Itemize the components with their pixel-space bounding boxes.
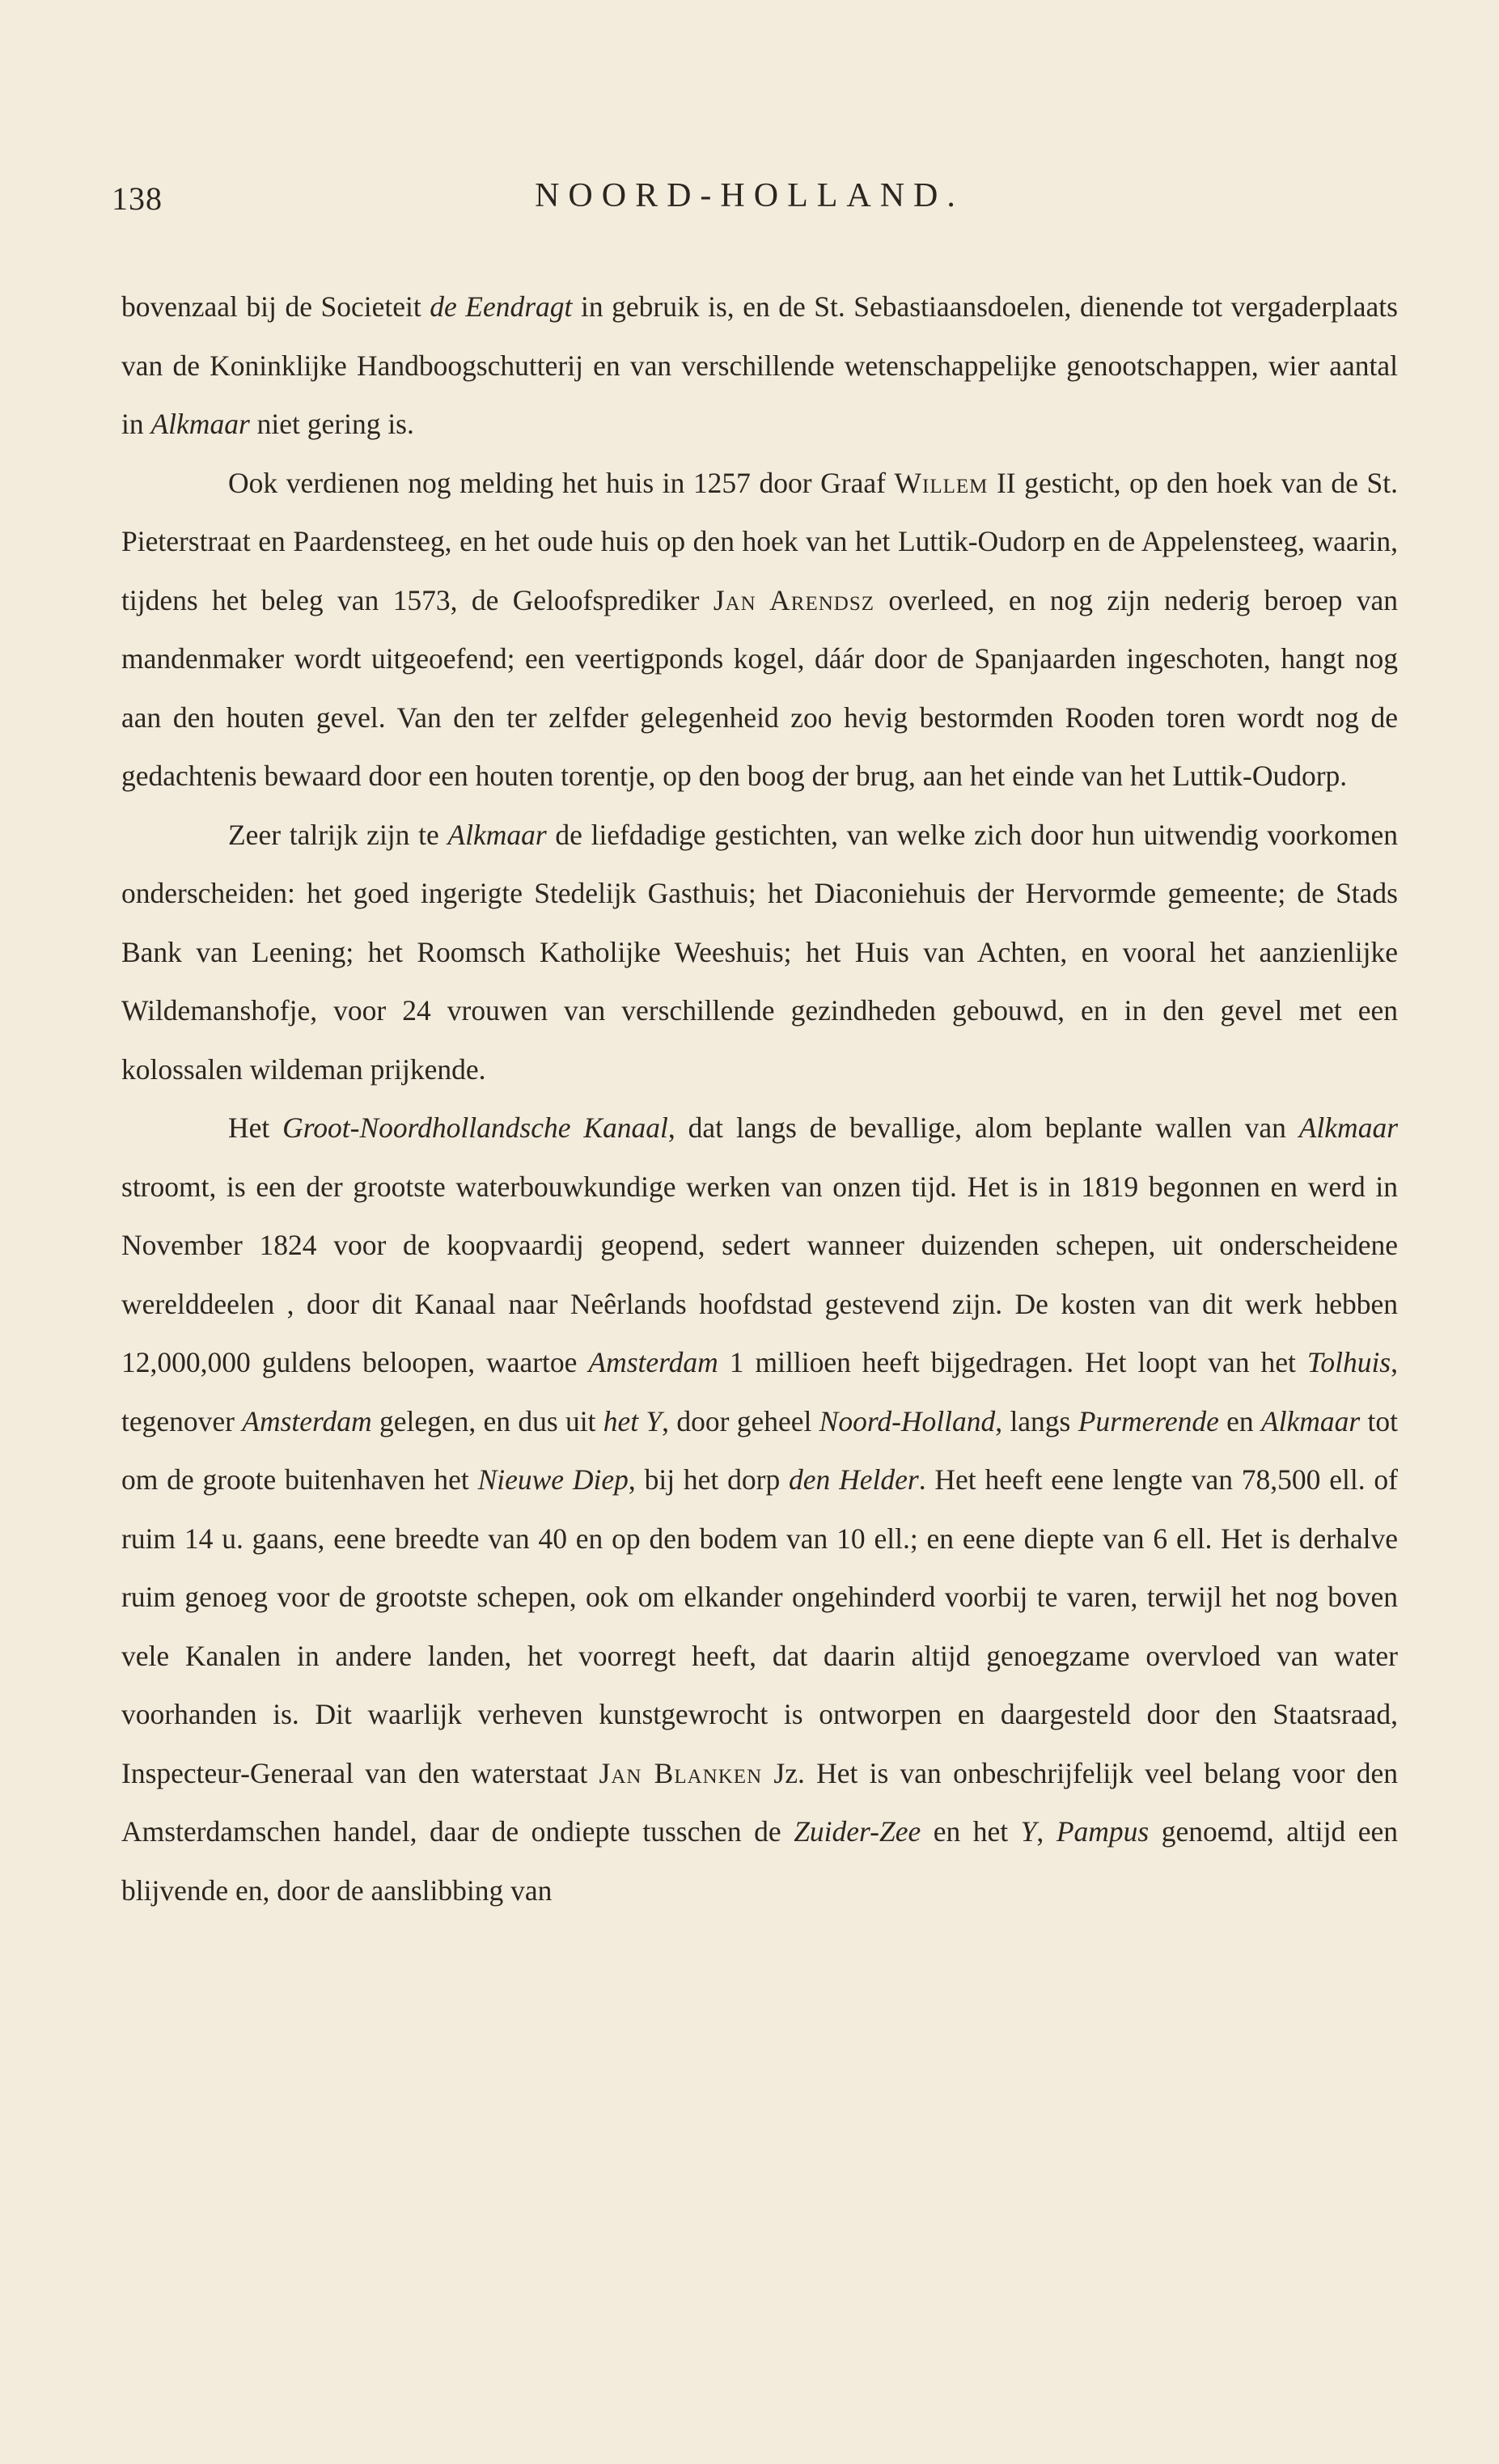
italic-run: Amsterdam [588,1346,718,1378]
page-number: 138 [112,180,163,217]
text-run: 1 millioen heeft bijgedragen. Het loopt van het [718,1346,1307,1378]
italic-run: Amsterdam [242,1404,372,1437]
smallcaps-run: Jan Blanken [599,1756,763,1789]
text-run: , dat langs de bevallige, alom beplante wallen van [667,1111,1299,1144]
italic-run: Purmerende [1078,1404,1219,1437]
italic-run: Groot-Noordhollandsche Kanaal [282,1111,668,1144]
text-run: de liefdadige gestichten, van welke zich door hun uitwendig voorkomen onderscheiden: het goed ingerigte Stedelijk Gasthuis; het Diaconiehuis der Hervormde gemeente; de Stads Bank van Leening; het Roomsch Katholijke Weeshuis; het Huis van Achten, en vooral het aanzienlijke Wildemanshofje, voor 24 vrouwen van verschillende gezindheden gebouwd, en in den gevel met een kolossalen wildeman prijkende. [121,818,1398,1086]
text-run: II gesticht, op den hoek van de St. Pieterstraat en Paardensteeg, en het oude huis op den hoek van het Luttik-Oudorp en de Appelensteeg, waarin, tijdens het beleg van 1573, de Geloofsprediker [121,466,1398,616]
text-run: niet gering is. [249,408,414,440]
italic-run: den Helder [789,1463,919,1496]
text-run: Ook verdienen nog melding het huis in 1257 door Graaf [228,466,895,499]
italic-run: Noord-Holland [819,1404,996,1437]
italic-run: Alkmaar [1260,1404,1361,1437]
text-run: , door geheel [662,1404,819,1437]
italic-run: Tolhuis [1306,1346,1391,1378]
italic-run: de Eendragt [430,290,573,323]
text-run: en het [921,1815,1021,1848]
text-run: en [1218,1404,1261,1437]
running-head: NOORD-HOLLAND. [535,177,964,214]
italic-run: Pampus [1056,1815,1150,1848]
italic-run: Nieuwe Diep [477,1463,629,1496]
paragraph [121,454,1398,806]
paragraph [121,277,1398,454]
text-run: . Het heeft eene lengte van 78,500 ell. of ruim 14 u. gaans, eene breedte van 40 en op den bodem van 10 ell.; en eene diepte van 6 ell. Het is derhalve ruim genoeg voor de grootste schepen, ook om elkander ongehinderd voorbij te varen, terwijl het nog boven vele Kanalen in andere landen, het voorregt heeft, dat daarin altijd genoegzame overvloed van water voorhanden is. Dit waarlijk verheven kunstgewrocht is ontworpen en daargesteld door den Staatsraad, Inspecteur-Generaal van den waterstaat [121,1463,1398,1789]
text-run: in gebruik is, en de St. Sebastiaansdoelen, dienende tot vergaderplaats van de Koninklijke Handboogschutterij en van verschillende wetenschappelijke genootschappen, wier aantal in [121,290,1398,440]
text-run: , langs [995,1404,1078,1437]
smallcaps-run: Jan Arendsz [713,583,875,616]
body-text [121,277,1398,1920]
text-run: Jz. Het is van onbeschrijfelijk veel belang voor den Amsterdamschen handel, daar de ondiepte tusschen de [121,1756,1398,1848]
text-run: gelegen, en dus uit [371,1404,603,1437]
text-run: genoemd, altijd een blijvende en, door de aanslibbing van [121,1815,1398,1907]
smallcaps-run: Willem [894,466,989,499]
paragraph [121,1099,1398,1920]
text-run: bovenzaal bij de Societeit [121,290,430,323]
text-run: , bij het dorp [628,1463,790,1496]
paragraph [121,806,1398,1099]
text-run: Zeer talrijk zijn te [228,818,448,851]
text-run: tot om de groote buitenhaven het [121,1404,1398,1496]
italic-run: Alkmaar [150,408,250,440]
italic-run: Y [1020,1815,1037,1848]
text-run: , tegenover [121,1346,1398,1437]
text-run: overleed, en nog zijn nederig beroep van mandenmaker wordt uitgeoefend; een veertigponds kogel, dáár door de Spanjaarden ingeschoten, hangt nog aan den houten gevel. Van den ter zelfder gelegenheid zoo hevig bestormden Rooden toren wordt nog de gedachtenis bewaard door een houten torentje, op den boog der brug, aan het einde van het Luttik-Oudorp. [121,583,1398,792]
italic-run: Alkmaar [447,818,547,851]
italic-run: Zuider-Zee [794,1815,921,1848]
text-run: , [1036,1815,1056,1848]
italic-run: het Y [603,1404,663,1437]
italic-run: Alkmaar [1298,1111,1399,1144]
text-run: stroomt, is een der grootste waterbouwkundige werken van onzen tijd. Het is in 1819 begonnen en werd in November 1824 voor de koopvaardij geopend, sedert wanneer duizenden schepen, uit onderscheidene werelddeelen , door dit Kanaal naar Neêrlands hoofdstad gestevend zijn. De kosten van dit werk hebben 12,000,000 guldens beloopen, waartoe [121,1170,1398,1378]
text-run: Het [228,1111,283,1144]
